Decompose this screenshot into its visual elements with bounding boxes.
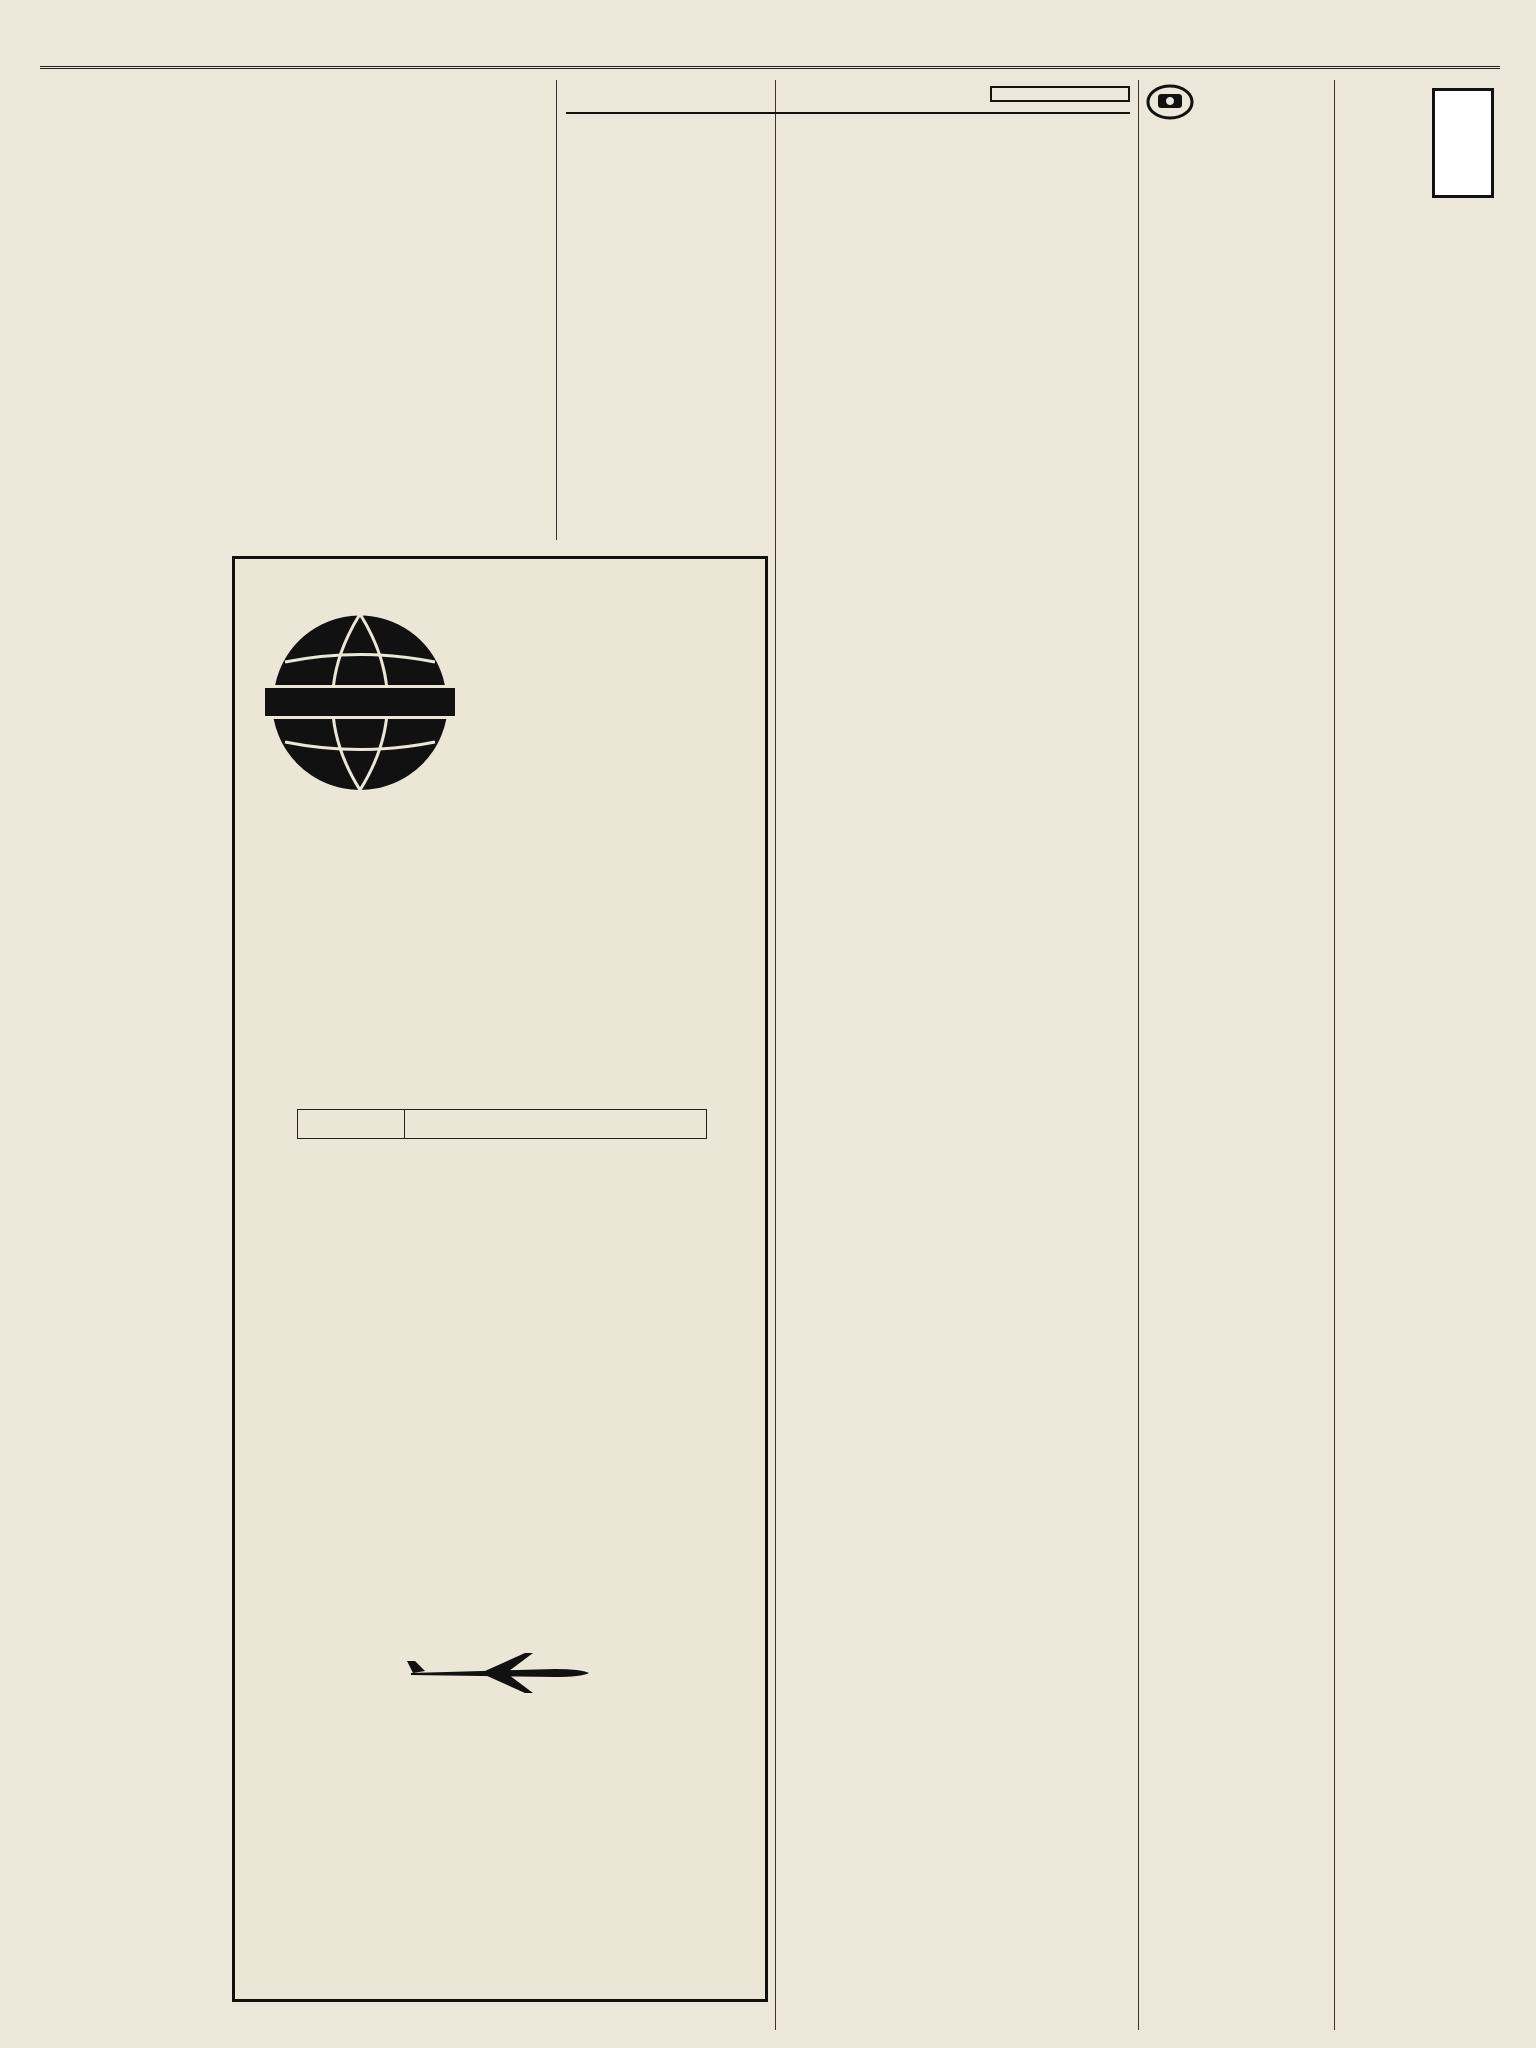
panam-globe-logo [265, 607, 455, 797]
critique-column [1344, 80, 1500, 2030]
page-header [40, 38, 1500, 69]
panam-advertisement [232, 556, 768, 2002]
telephone-icon [1146, 80, 1194, 120]
critique-logo [1432, 88, 1494, 198]
jet-airplane-icon [405, 1651, 595, 1695]
fares-header-price [298, 1110, 405, 1139]
side-box [990, 86, 1130, 102]
article-title-3 [566, 106, 1130, 114]
fares-table [297, 1109, 707, 1139]
phone-column [1146, 80, 1328, 2030]
senate-continuation [40, 556, 220, 2016]
senate-article [40, 80, 550, 540]
fares-header-city [405, 1110, 707, 1139]
